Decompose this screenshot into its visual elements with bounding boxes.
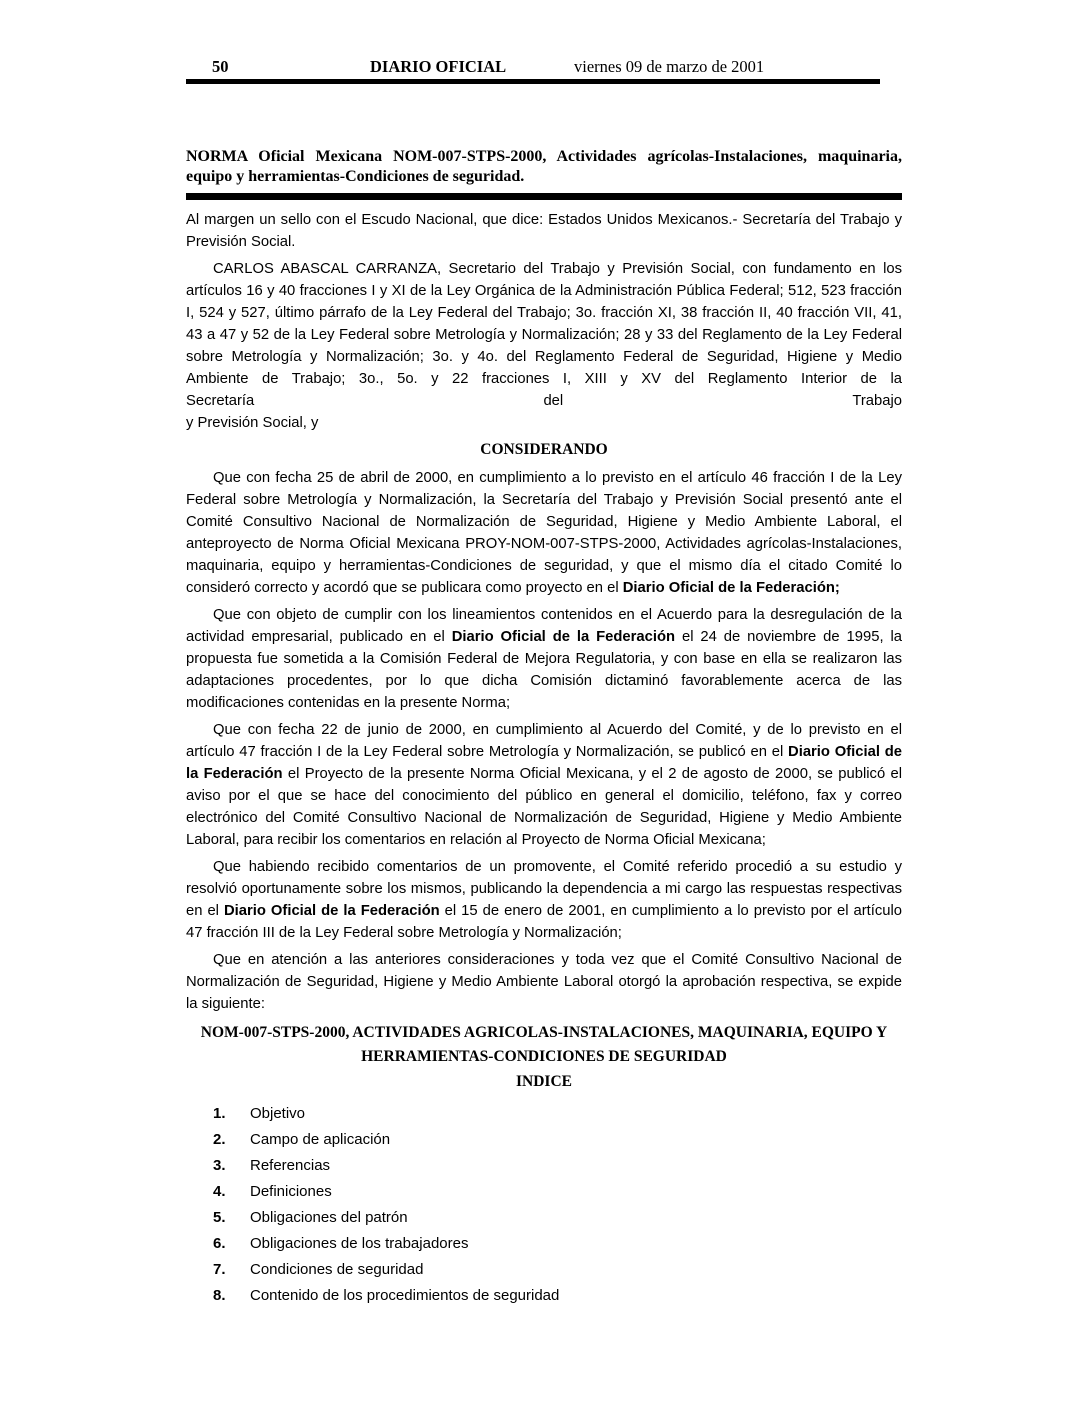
index-item bbox=[186, 1285, 902, 1306]
index-heading: INDICE bbox=[516, 1073, 572, 1090]
paragraph: Que con fecha 22 de junio de 2000, en cumplimiento al Acuerdo del Comité, y de lo previsto en el artículo 47 fracción I de la Ley Federal sobre Metrología y Normalización, se publicó en el Diario Oficial de la Federación el Proyecto de la presente Norma Oficial Mexicana, y el 2 de agosto de 2000, se publicó el aviso por el que se hace del conocimiento del público en general el domicilio, teléfono, fax y correo electrónico del Comité Consultivo Nacional de Normalización de Seguridad, Higiene y Medio Ambiente Laboral, para recibir los comentarios en relación al Proyecto de Norma Oficial Mexicana; bbox=[186, 722, 903, 848]
index-item bbox=[186, 1155, 902, 1176]
index-item-number: 3. bbox=[213, 1157, 226, 1174]
index-item-number: 2. bbox=[213, 1131, 226, 1148]
index-item-label: Referencias bbox=[250, 1157, 331, 1174]
header-rule bbox=[186, 79, 880, 84]
preamble-last-line: y Previsión Social, y bbox=[186, 415, 319, 431]
publication-name: DIARIO OFICIAL bbox=[370, 57, 507, 76]
paragraph: Que con fecha 25 de abril de 2000, en cumplimiento a lo previsto en el artículo 46 fracción I de la Ley Federal sobre Metrología y Normalización, la Secretaría del Trabajo y Previsión Social presentó ante el Comité Consultivo Nacional de Normalización de Seguridad, Higiene y Medio Ambiente Laboral, el anteproyecto de Norma Oficial Mexicana PROY-NOM-007-STPS-2000, Actividades agrícolas-Instalaciones, maquinaria, equipo y herramientas-Condiciones de seguridad, y que el mismo día el citado Comité lo consideró correcto y acordó que se publicara como proyecto en el Diario Oficial de la Federación; bbox=[186, 470, 902, 596]
index-item bbox=[186, 1181, 902, 1202]
index-item-label: Campo de aplicación bbox=[250, 1131, 391, 1148]
spread-word: Secretaría bbox=[186, 393, 255, 409]
index-item-number: 4. bbox=[213, 1183, 226, 1200]
spread-word: Trabajo bbox=[852, 393, 902, 409]
index-item-number: 5. bbox=[213, 1209, 226, 1226]
index-item bbox=[186, 1129, 902, 1150]
title-rule bbox=[186, 193, 902, 200]
considerando-heading: CONSIDERANDO bbox=[480, 441, 608, 458]
index-item-label: Condiciones de seguridad bbox=[250, 1261, 424, 1278]
index-item bbox=[186, 1207, 902, 1228]
index-item-number: 7. bbox=[213, 1261, 226, 1278]
index-item-label: Obligaciones de los trabajadores bbox=[250, 1235, 469, 1252]
page-header bbox=[186, 57, 902, 78]
margin-note-paragraph: Al margen un sello con el Escudo Nacional, que dice: Estados Unidos Mexicanos.- Secretaría del Trabajo y Previsión Social. bbox=[186, 212, 902, 250]
norm-title-heading: NOM-007-STPS-2000, ACTIVIDADES AGRICOLAS-INSTALACIONES, MAQUINARIA, EQUIPO Y HERRAMIENTAS-CONDICIONES DE SEGURIDAD bbox=[200, 1024, 888, 1065]
index-item-label: Objetivo bbox=[250, 1105, 306, 1122]
preamble-spread-line bbox=[186, 390, 902, 412]
index-item bbox=[186, 1103, 902, 1124]
paragraph: Que en atención a las anteriores consideraciones y toda vez que el Comité Consultivo Nacional de Normalización de Seguridad, Higiene y Medio Ambiente Laboral otorgó la aprobación respectiva, se expide la siguiente: bbox=[186, 952, 902, 1012]
index-item-number: 8. bbox=[213, 1287, 226, 1304]
index-list bbox=[186, 1103, 902, 1306]
index-item-label: Obligaciones del patrón bbox=[250, 1209, 408, 1226]
spread-word: del bbox=[543, 393, 564, 409]
paragraph: Que habiendo recibido comentarios de un promovente, el Comité referido procedió a su estudio y resolvió oportunamente sobre los mismos, publicando la dependencia a mi cargo las respuestas respectivas en el Diario Oficial de la Federación el 15 de enero de 2001, en cumplimiento a lo previsto por el artículo 47 fracción III de la Ley Federal sobre Metrología y Normalización; bbox=[186, 859, 902, 941]
index-item-number: 6. bbox=[213, 1235, 226, 1252]
paragraph: Que con objeto de cumplir con los lineamientos contenidos en el Acuerdo para la desregulación de la actividad empresarial, publicado en el Diario Oficial de la Federación el 24 de noviembre de 1995, la propuesta fue sometida a la Comisión Federal de Mejora Regulatoria, y con base en ella se realizaron las adaptaciones procedentes, por lo que dicha Comisión dictaminó favorablemente acerca de las modificaciones contenidas en la presente Norma; bbox=[186, 607, 902, 711]
index-item-label: Definiciones bbox=[250, 1183, 332, 1200]
document-body bbox=[186, 147, 902, 1311]
index-item-number: 1. bbox=[213, 1105, 226, 1122]
document-title: NORMA Oficial Mexicana NOM-007-STPS-2000, Actividades agrícolas-Instalaciones, maquinaria, equipo y herramientas-Condiciones de seguridad. bbox=[186, 148, 902, 185]
preamble-paragraph bbox=[186, 258, 902, 434]
index-item bbox=[186, 1259, 902, 1280]
index-item bbox=[186, 1233, 902, 1254]
index-item-label: Contenido de los procedimientos de seguridad bbox=[250, 1287, 560, 1304]
page-number: 50 bbox=[212, 57, 229, 76]
preamble-text: CARLOS ABASCAL CARRANZA, Secretario del Trabajo y Previsión Social, con fundamento en los artículos 16 y 40 fracciones I y XI de la Ley Orgánica de la Administración Pública Federal; 512, 523 fracción I, 524 y 527, último párrafo de la Ley Federal del Trabajo; 3o. fracción XI, 38 fracción II, 40 fracción VII, 41, 43 a 47 y 52 de la Ley Federal sobre Metrología y Normalización; 28 y 33 del Reglamento de la Ley Federal sobre Metrología y Normalización; 3o. y 4o. del Reglamento Federal de Seguridad, Higiene y Medio Ambiente de Trabajo; 3o., 5o. y 22 fracciones I, XIII y XV del Reglamento Interior de la bbox=[186, 261, 902, 387]
issue-date: viernes 09 de marzo de 2001 bbox=[574, 57, 765, 76]
